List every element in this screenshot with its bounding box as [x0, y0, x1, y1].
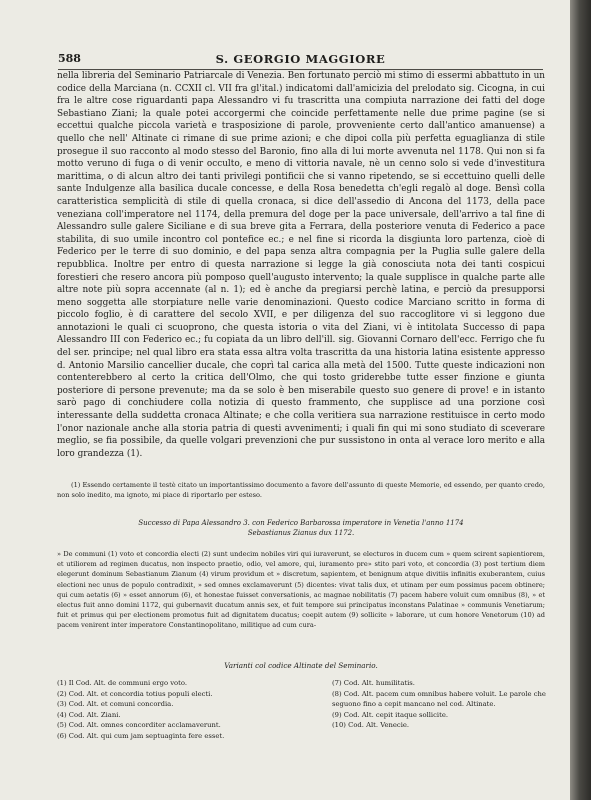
variant-item: (9) Cod. Alt. cepit itaque sollicite.	[332, 710, 448, 719]
page-number: 588	[58, 52, 81, 65]
variant-item: (4) Cod. Alt. Ziani.	[57, 710, 121, 719]
variant-item: (5) Cod. Alt. omnes concorditer acclamaverunt.	[57, 721, 221, 730]
variants-right-column	[332, 678, 547, 731]
variant-item: (10) Cod. Alt. Venecie.	[332, 721, 410, 730]
variant-item: (1) Il Cod. Alt. de communi ergo voto.	[57, 679, 187, 687]
page-header	[58, 52, 543, 68]
variant-item: (6) Cod. Alt. qui cum jam septuaginta fere esset.	[57, 731, 225, 740]
document-caption-line-1: Successo di Papa Alessandro 3. con Federico Barbarossa imperatore in Venetia l'anno 1174	[138, 519, 464, 527]
running-title: S. GEORGIO MAGGIORE	[215, 52, 386, 66]
page-edge-shadow	[570, 0, 591, 800]
latin-document-text: » De communi (1) voto et concordia electi (2) sunt undecim nobiles viri qui iuraverunt, se electuros in ducem cum » quem scirent sapientiorem, et utiliorem ad regimen ducatus, non inspecto praetio, odio, vel amore, qui, iuramento pre» stito pari voto, et concordia (3) post tertium diem elegerunt dominum Sebastianum Zianum (4) virum providum et » discretum, sapientem, et benignum atque divitiis infinitis exuberantem, cuius electioni nec unus de populo contradixit, » sed omnes exclamaverunt (5) dicentes: vivat talis dux, et utinam per eum possimus pacem obtinere; qui cum aetatis (6) » esset annorum (6), et honestae fuisset conversationis, ac magnae nobilitatis (7) pacem habere voluit cum omnibus (8), » et electus fuit anno domini 1172, qui gubernavit ducatum annis sex, et fuit tempore sui principatus inconstans Palatinae » communis Venetiarum; fuit et primus qui per electionem promotus fuit ad dignitatem ducatus; coepit autem (9) sollicite » laborare, ut cum honore Venetorum (10) ad pacem venirent inter imperatore Constantinopolitano, militique ad cum cura-	[57, 550, 545, 630]
variants-left-column	[57, 678, 302, 742]
main-paragraph: nella libreria del Seminario Patriarcale di Venezia. Ben fortunato perciò mi stimo di essermi abbattuto in un codice della Marciana (n. CCXII cl. VII fra gl'ital.) indicatomi dall'amicizia del prelodato sig. Cicogna, in cui fra le altre cose riguardanti papa Alessandro vi fu trascritta una compiuta narrazione dei fatti del doge Sebastiano Ziani; la quale potei accorgermi che coincide perfettamente nelle due prime pagine (se si eccettui qualche piccola varietà e trasposizione di parole, provveniente certo dall'antico amanuense) a quello che nell' Altinate ci rimane di sue prime azioni; e che dipoi colla più perfetta eguaglianza di stile prosegue il suo racconto al modo stesso del Baronio, fino alla di lui morte avvenuta nel 1178. Qui non si fa motto veruno di fuga o di venir occulto, e meno di vittoria navale, nè un cenno solo si vede d'investitura marittima, o di alcun altro dei tanti privilegi pontificii che si vanno ripetendo, se si eccettuino quelli delle sante Indulgenze alla basilica ducale concesse, e della Rosa benedetta ch'egli regalò al doge. Bensì colla caratteristica semplicità di stile di quella cronaca, si dice dell'assedio di Ancona del 1173, della pace veneziana coll'imperatore nel 1174, della premura del doge per la pace universale, dell'arrivo a tal fine di Alessandro sulle galere Siciliane e di sua breve gita a Ferrara, della posteriore venuta di Federico a pace stabilita, di suo umile incontro col pontefice ec.; e nel fine si ricorda la disgiunta loro partenza, cioè di Federico per le terre di suo dominio, e del papa senza altra compagnia per la Puglia sulle galere della repubblica. Inoltre per entro di questa narrazione si legge la già conosciuta nota dei tanti cospicui forestieri che resero ancora più pomposo quell'augusto intervento; la quale supplisce in qualche parte alle altre note più sopra accennate (al n. 1); ed è anche da pregiarsi perchè latina, e perciò da presupporsi meno soggetta alle storpiature nelle varie denominazioni. Questo codice Marciano scritto in forma di piccolo foglio, è di carattere del secolo XVII, e per diligenza del suo raccoglitore vi si leggono due annotazioni le quali ci scuoprono, che questa istoria o vita del Ziani, vi è intitolata Successo di papa Alessandro III con Federico ec.; fu copiata da un libro dell'ill. sig. Giovanni Cornaro dell'ecc. Ferrigo che fu del ser. principe; nel qual libro era stata essa altra volta trascritta da una historia latina esistente appresso d. Antonio Marsilio cancellier ducale, che coprì tal carica alla metà del 1500. Tutte queste indicazioni non contenterebbero al certo la critica dell'Olmo, che qui tosto griderebbe tutte esser finzione e giunta posteriore di persone prevenute; ma da se solo è ben miserabile questo suo genere di prove! e in istanto sarò pago di conchiudere colla notizia di questo frammento, che supplisce ad una porzione così interessante della suddetta cronaca Altinate; e che colla veritiera sua narrazione restituisce in certo modo l'onor nazionale anche alla storia patria di questi avvenimenti; i quali fin qui mi sono studiato di sceverare meglio, se fia possibile, da quelle volgari prevenzioni che pur sussistono in onta al verace loro merito e alla loro grandezza (1).	[57, 71, 545, 459]
variant-item: (7) Cod. Alt. humilitatis.	[332, 679, 415, 687]
variant-item: (2) Cod. Alt. et concordia totius populi electi.	[57, 689, 213, 698]
variants-title: Varianti col codice Altinate del Seminario.	[224, 661, 378, 670]
footnote: (1) Essendo certamente il testè citato un importantissimo documento a favore dell'assunto di queste Memorie, ed essendo, per quanto credo, non solo inedito, ma ignoto, mi piace di riportarlo per esteso.	[57, 481, 545, 499]
variant-item: (8) Cod. Alt. pacem cum omnibus habere voluit. Le parole che seguono fino a cepit mancano nel cod. Altinate.	[332, 689, 546, 709]
variant-item: (3) Cod. Alt. et comuni concordia.	[57, 700, 174, 709]
document-caption-line-2: Sebastianus Zianus dux 1172.	[247, 529, 355, 537]
